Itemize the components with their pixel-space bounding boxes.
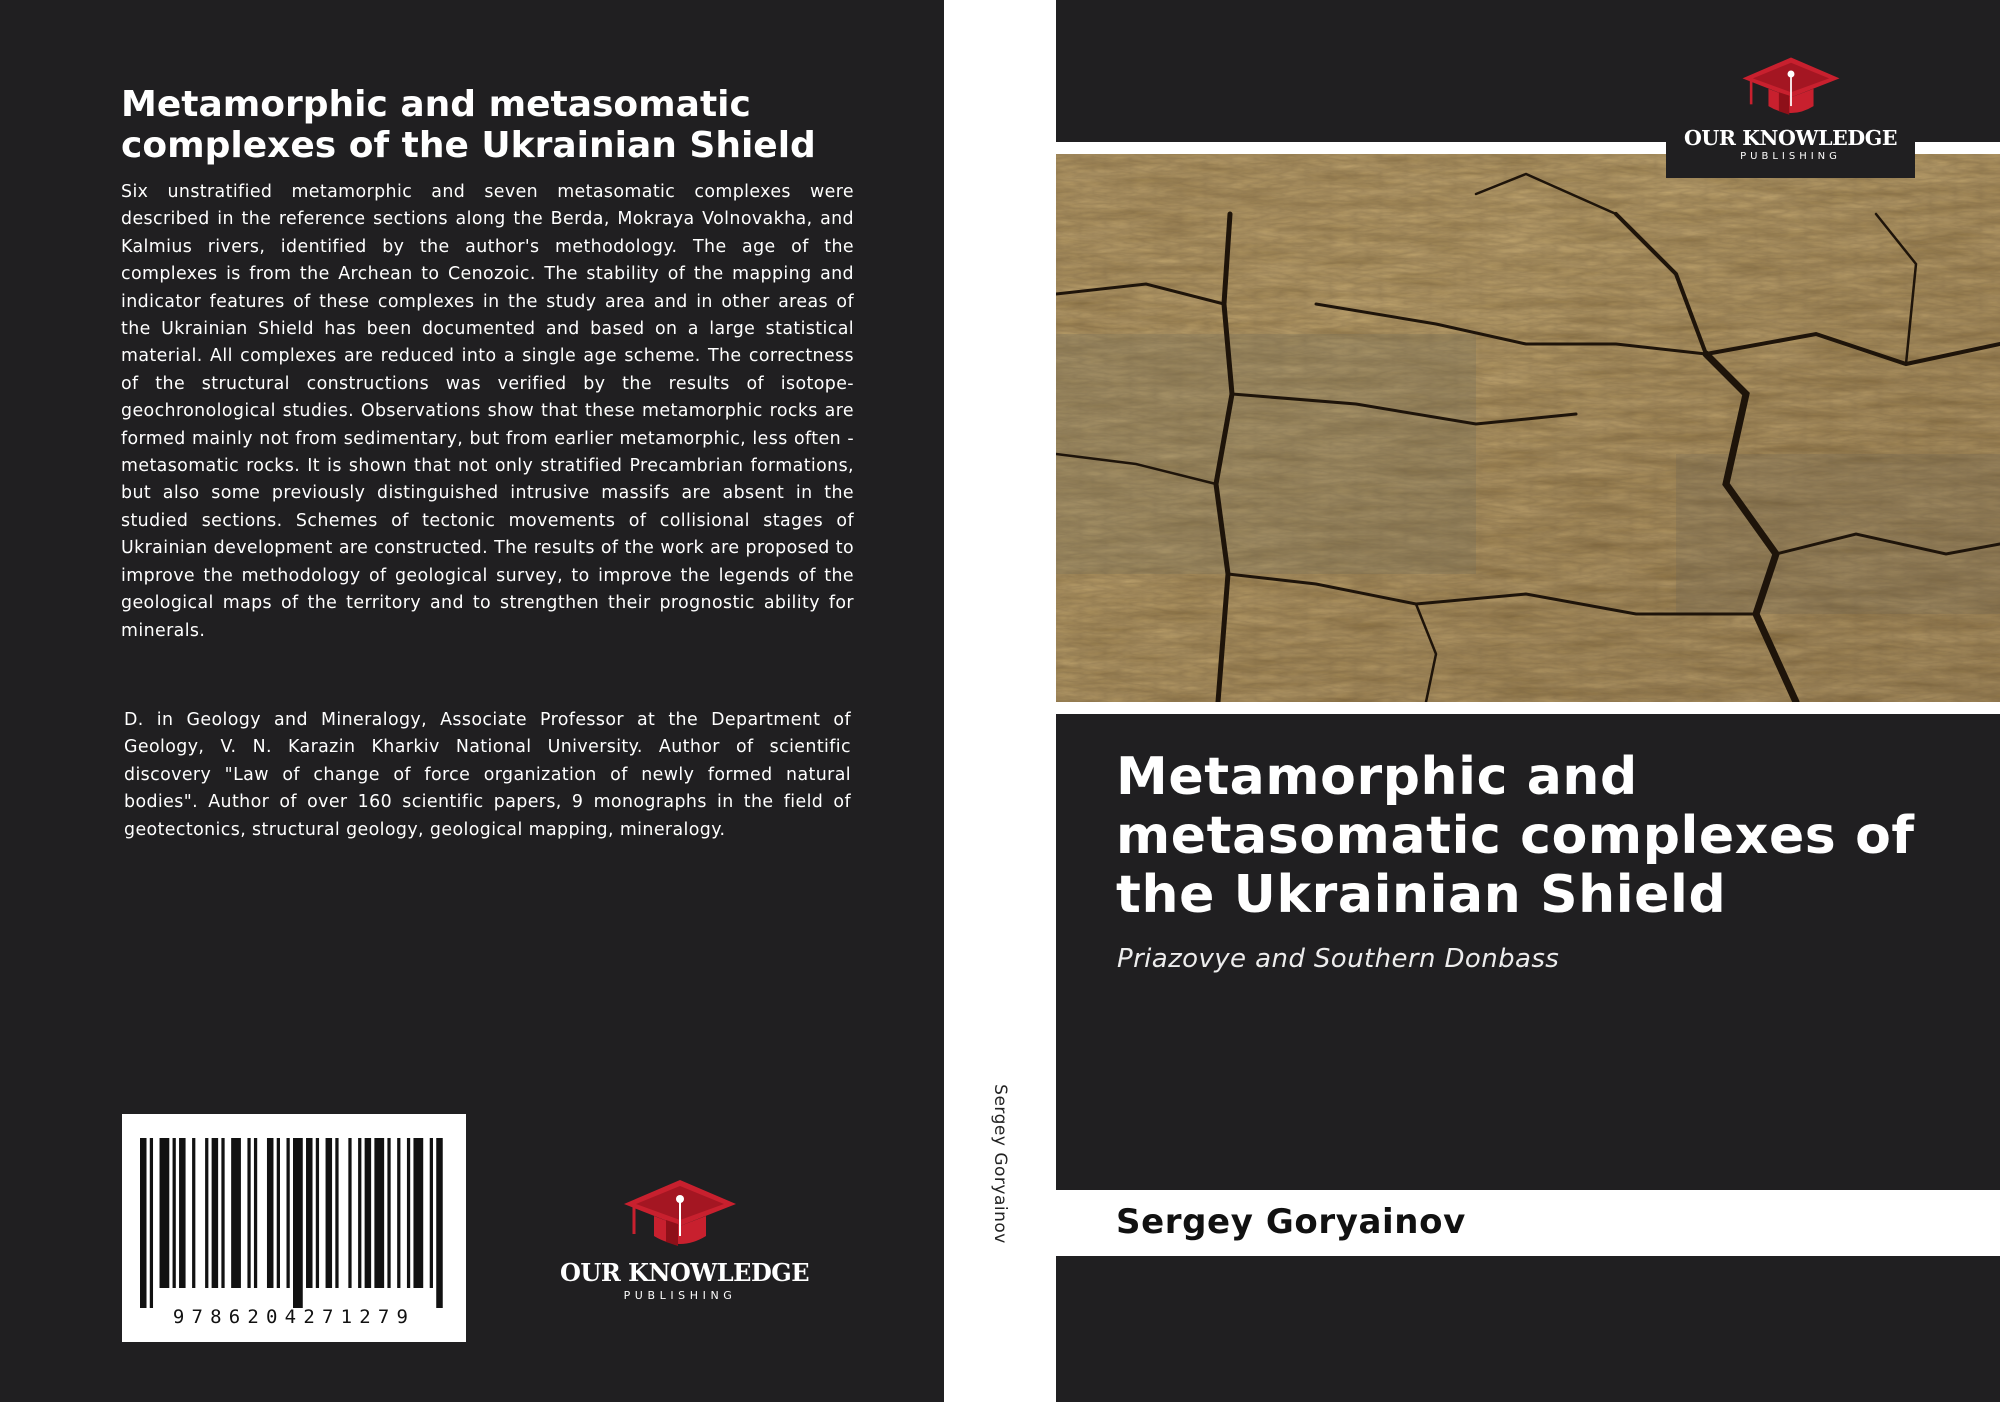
barcode-bar <box>231 1138 241 1288</box>
publisher-logo-front <box>1666 48 1915 178</box>
back-cover-title: Metamorphic and metasomatic complexes of the Ukrainian Shield <box>121 84 816 166</box>
barcode-bar <box>387 1138 390 1288</box>
publisher-name-front: OUR KNOWLEDGE <box>1683 126 1898 150</box>
barcode-bar <box>221 1138 224 1288</box>
barcode-bar <box>436 1138 443 1308</box>
barcode-bar <box>335 1138 338 1288</box>
back-cover-blurb: Six unstratified metamorphic and seven metasomatic complexes were described in the reference sections along the Berda, Mokraya Volnovakha, and Kalmius rivers, identified by the author's methodology. The age of the complexes is from the Archean to Cenozoic. The stability of the mapping and indicator features of these complexes in the study area and in other areas of the Ukrainian Shield has been documented and based on a large statistical material. All complexes are reduced into a single age scheme. The correctness of the structural constructions was verified by the results of isotope-geochronological studies. Observations show that these metamorphic rocks are formed mainly not from sedimentary, but from earlier metamorphic, less often - metasomatic rocks. It is shown that not only stratified Precambrian formations, but also some previously distinguished intrusive massifs are absent in the studied sections. Schemes of tectonic movements of collisional stages of Ukrainian development are constructed. The results of the work are proposed to improve the methodology of geological survey, to improve the legends of the geological maps of the territory and to strengthen their prognostic ability for minerals. <box>121 182 854 641</box>
front-cover-title: Metamorphic and metasomatic complexes of the Ukrainian Shield <box>1116 747 1915 925</box>
barcode-bar <box>326 1138 333 1288</box>
publisher-tagline-back: PUBLISHING <box>623 1289 737 1302</box>
author-biography: D. in Geology and Mineralogy, Associate Professor at the Department of Geology, V. N. Karazin Kharkiv National University. Author of scientific discovery "Law of change of force organization of newly formed natural bodies". Author of over 160 scientific papers, 9 monographs in the field of geotectonics, structural geology, geological mapping, mineralogy. <box>124 710 851 840</box>
barcode-bars <box>140 1138 446 1308</box>
barcode-bar <box>306 1138 313 1288</box>
cover-rock-photo <box>1056 154 2000 702</box>
barcode-bar <box>192 1138 195 1288</box>
barcode-bar <box>150 1138 153 1308</box>
barcode-bar <box>140 1138 147 1308</box>
barcode-bar <box>286 1138 289 1288</box>
publisher-name-back: OUR KNOWLEDGE <box>560 1258 810 1287</box>
isbn-barcode <box>122 1114 466 1342</box>
barcode-bar <box>277 1138 280 1288</box>
graduation-cap-icon <box>620 1176 740 1252</box>
graduation-cap-icon <box>1739 54 1843 120</box>
photo-divider <box>1056 702 2000 714</box>
front-cover-author: Sergey Goryainov <box>1116 1202 1466 1242</box>
barcode-bar <box>348 1138 351 1288</box>
isbn-digits: 9786204271279 <box>172 1306 416 1328</box>
barcode-bar <box>374 1138 384 1288</box>
barcode-bar <box>247 1138 250 1288</box>
barcode-bar <box>407 1138 410 1288</box>
barcode-bar <box>365 1138 372 1288</box>
barcode-bar <box>179 1138 186 1288</box>
barcode-bar <box>267 1138 274 1288</box>
front-cover-bottom-band <box>1056 1256 2000 1402</box>
barcode-bar <box>160 1138 170 1288</box>
publisher-tagline-front: PUBLISHING <box>1740 151 1841 162</box>
publisher-logo-back <box>560 1176 810 1302</box>
barcode-bar <box>413 1138 423 1288</box>
barcode-bar <box>397 1138 400 1288</box>
spine-author: Sergey Goryainov <box>990 1084 1010 1244</box>
barcode-bar <box>212 1138 219 1288</box>
barcode-bar <box>358 1138 361 1288</box>
barcode-bar <box>293 1138 303 1308</box>
rock-texture-image <box>1056 154 2000 702</box>
back-cover <box>0 0 944 1402</box>
barcode-bar <box>254 1138 257 1288</box>
barcode-bar <box>173 1138 176 1288</box>
front-cover-subtitle: Priazovye and Southern Donbass <box>1117 944 1560 974</box>
barcode-bar <box>316 1138 319 1288</box>
publisher-logo-front-inner <box>1666 54 1915 162</box>
barcode-bar <box>205 1138 208 1288</box>
barcode-bar <box>430 1138 433 1288</box>
